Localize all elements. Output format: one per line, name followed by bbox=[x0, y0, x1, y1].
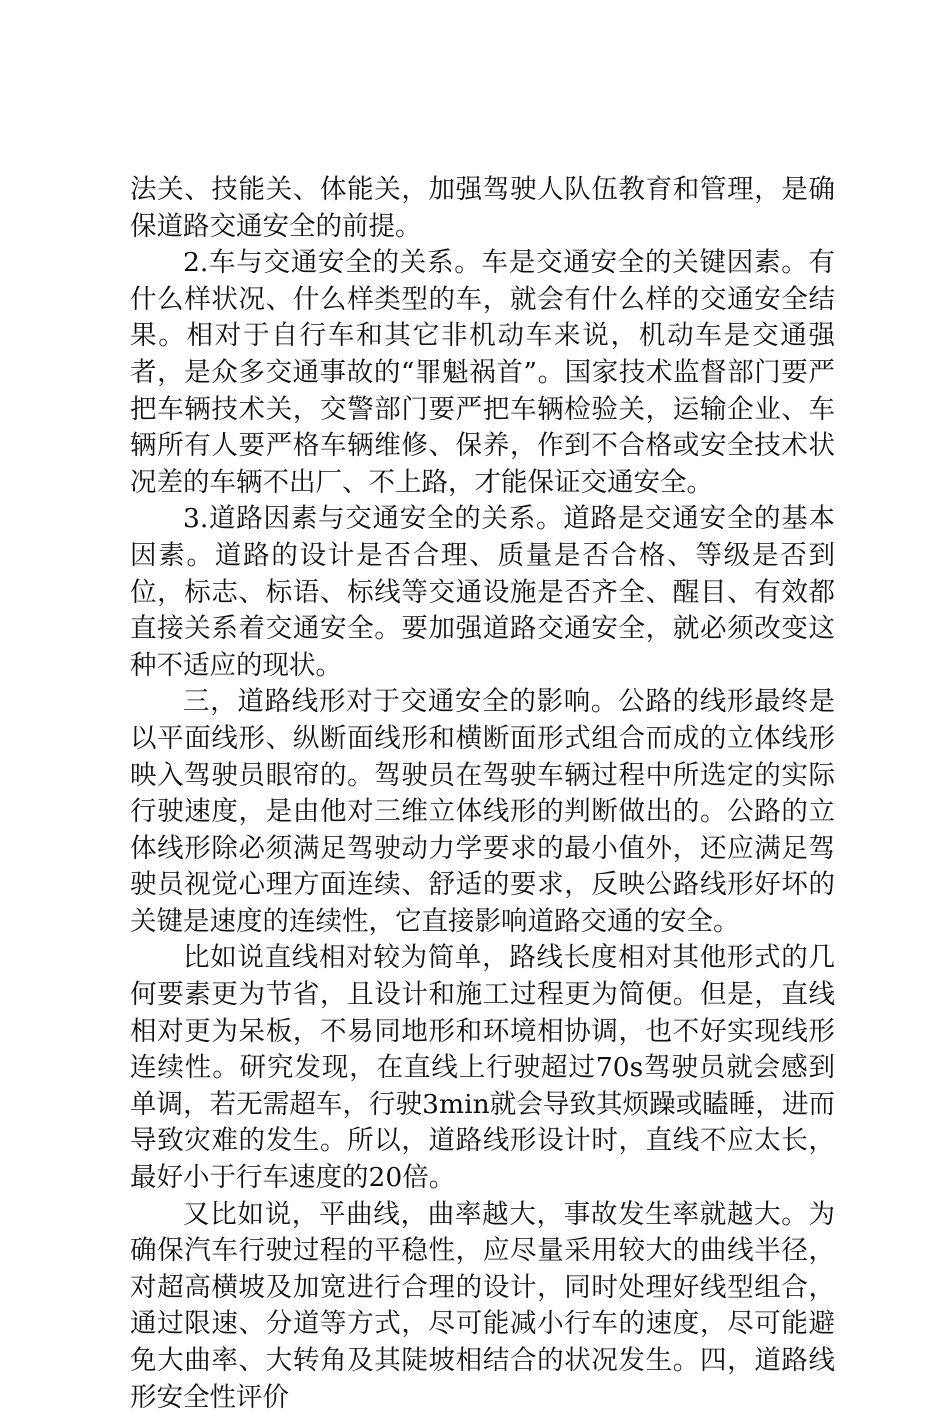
paragraph-straight-line: 比如说直线相对较为简单，路线长度相对其他形式的几何要素更为节省，且设计和施工过程更为简便。但是，直线相对更为呆板，不易同地形和环境相协调，也不好实现线形连续性。研究发现，在直线上行驶超过70s驾驶员就会感到单调，若无需超车，行驶3min就会导致其烦躁或瞌睡，进而导致灾难的发生。所以，道路线形设计时，直线不应太长，最好小于行车速度的20倍。 bbox=[130, 942, 835, 1194]
paragraph-road-factors: 3.道路因素与交通安全的关系。道路是交通安全的基本因素。道路的设计是否合理、质量是否合格、等级是否到位，标志、标语、标线等交通设施是否齐全、醒目、有效都直接关系着交通安全。要加强道路交通安全，就必须改变这种不适应的现状。 bbox=[130, 503, 835, 681]
paragraph-continuation: 法关、技能关、体能关，加强驾驶人队伍教育和管理，是确保道路交通安全的前提。 bbox=[130, 174, 835, 242]
paragraph-horizontal-curve: 又比如说，平曲线，曲率越大，事故发生率就越大。为确保汽车行驶过程的平稳性，应尽量采用较大的曲线半径，对超高横坡及加宽进行合理的设计，同时处理好线型组合，通过限速、分道等方式，尽可能减小行车的速度，尽可能避免大曲率、大转角及其陡坡相结合的状况发生。四，道路线形安全性评价 bbox=[130, 1198, 835, 1413]
paragraph-road-alignment: 三，道路线形对于交通安全的影响。公路的线形最终是以平面线形、纵断面线形和横断面形式组合而成的立体线形映入驾驶员眼帘的。驾驶员在驾驶车辆过程中所选定的实际行驶速度，是由他对三维立体线形的判断做出的。公路的立体线形除必须满足驾驶动力学要求的最小值外，还应满足驾驶员视觉心理方面连续、舒适的要求，反映公路线形好坏的关键是速度的连续性，它直接影响道路交通的安全。 bbox=[130, 686, 835, 937]
document-page bbox=[130, 172, 835, 1416]
paragraph-vehicle-safety: 2.车与交通安全的关系。车是交通安全的关键因素。有什么样状况、什么样类型的车，就会有什么样的交通安全结果。相对于自行车和其它非机动车来说，机动车是交通强者，是众多交通事故的“罪魁祸首”。国家技术监督部门要严把车辆技术关，交警部门要严把车辆检验关，运输企业、车辆所有人要严格车辆维修、保养，作到不合格或安全技术状况差的车辆不出厂、不上路，才能保证交通安全。 bbox=[130, 247, 835, 498]
